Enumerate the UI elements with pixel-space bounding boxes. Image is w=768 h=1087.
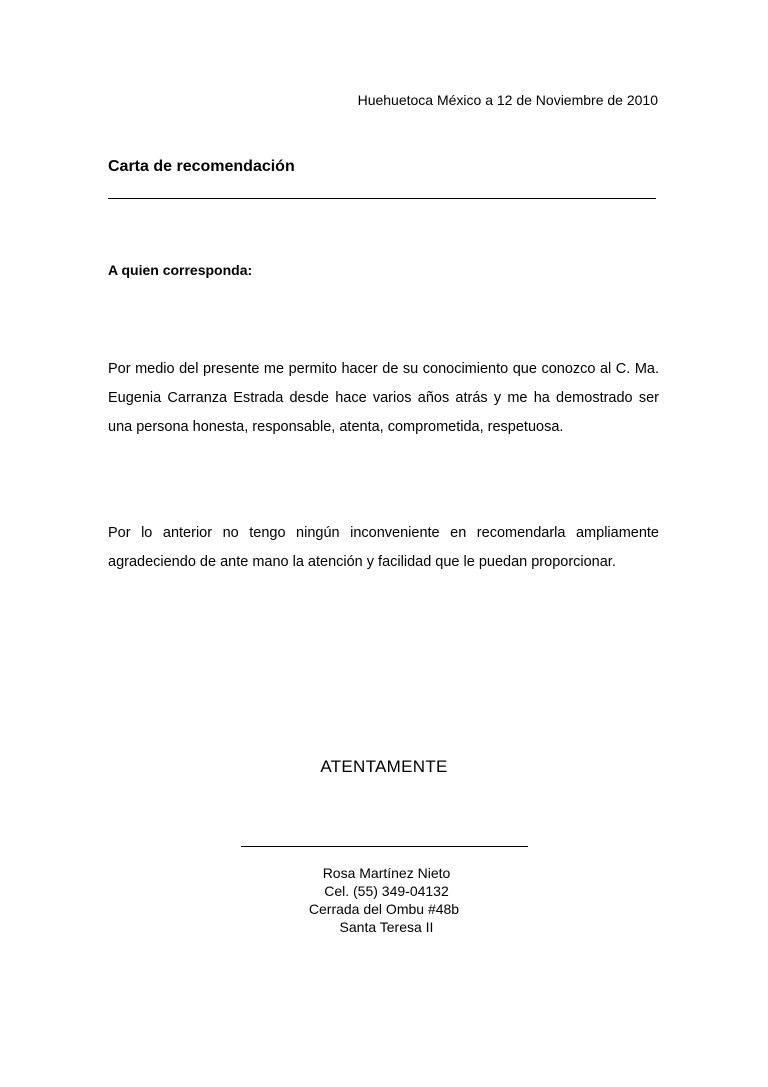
letter-title: Carta de recomendación (108, 158, 295, 175)
body-paragraph-1: Por medio del presente me permito hacer de su conocimiento que conozco al C. Ma. Eugenia Carranza Estrada desde hace varios años atrás y me ha demostrado ser una persona honesta, responsable, atenta, comprometida, respetuosa. (108, 361, 659, 435)
place-date: Huehuetoca México a 12 de Noviembre de 2010 (357, 92, 658, 108)
signature-block (0, 864, 768, 936)
signer-address-line-2: Santa Teresa II (339, 919, 434, 935)
signature-line (241, 846, 528, 847)
signer-address-line-1: Cerrada del Ombu #48b (308, 901, 460, 917)
signer-name: Rosa Martínez Nieto (322, 865, 451, 881)
signer-phone: Cel. (55) 349-04132 (324, 883, 449, 899)
salutation: A quien corresponda: (108, 262, 253, 278)
body-paragraph-2: Por lo anterior no tengo ningún inconveniente en recomendarla ampliamente agradeciendo de ante mano la atención y facilidad que le puedan proporcionar. (108, 525, 659, 570)
closing: ATENTAMENTE (320, 757, 448, 776)
title-underline (108, 198, 656, 199)
